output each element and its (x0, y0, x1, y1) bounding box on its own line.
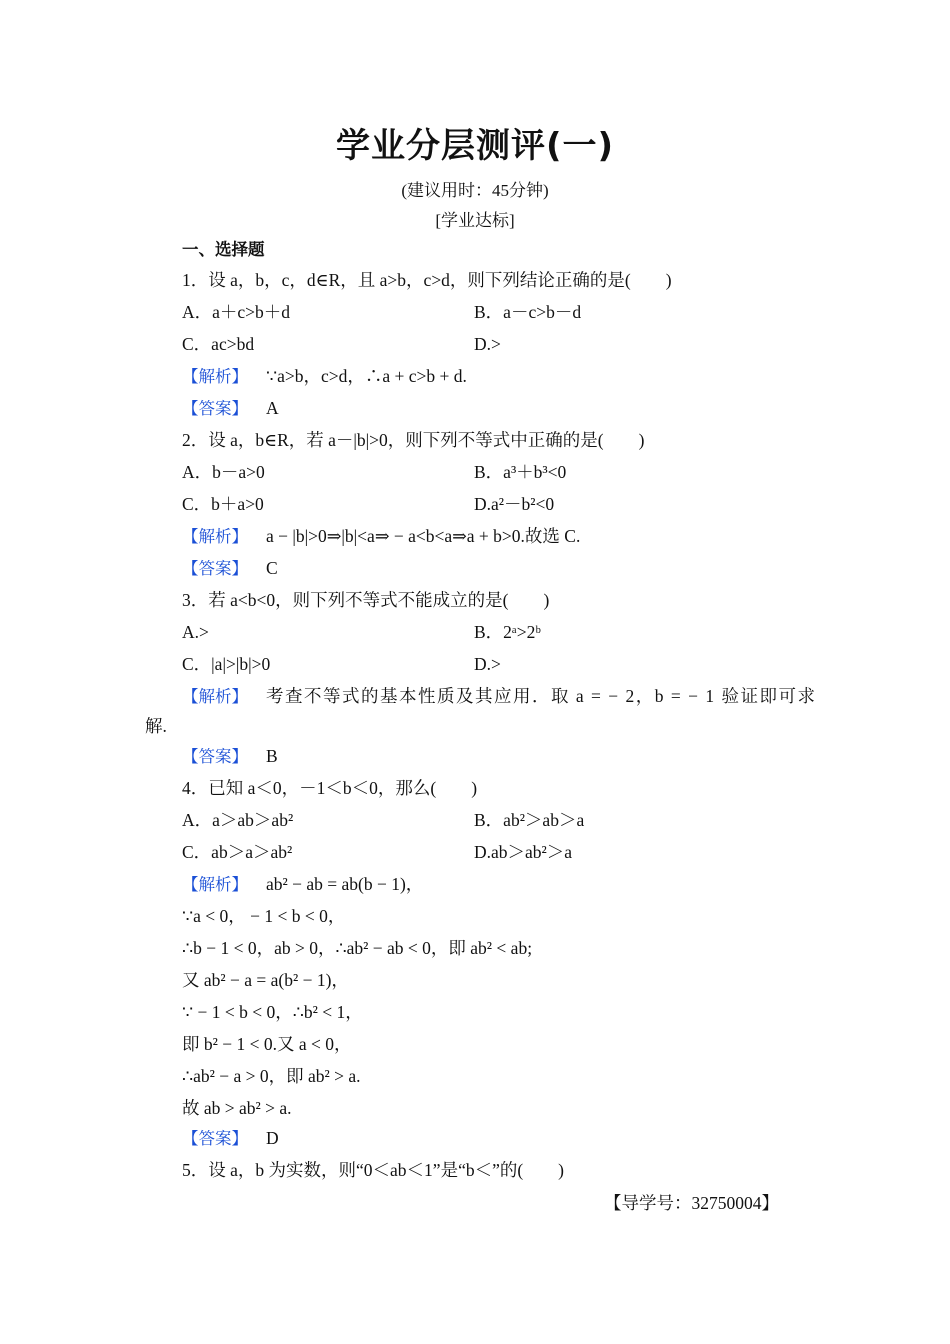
q4-step: ∵ − 1 < b < 0，∴b² < 1， (182, 1002, 363, 1022)
q3-answer (182, 744, 278, 769)
analysis-tag: 【解析】 (182, 527, 248, 546)
q2-analysis (182, 524, 580, 549)
q4-analysis (182, 872, 423, 897)
page-title: 学业分层测评(一) (335, 126, 615, 166)
analysis-tag: 【解析】 (182, 875, 248, 894)
q2-stem: 2．设 a，b∈R，若 a－|b|>0，则下列不等式中正确的是( ) (182, 430, 645, 450)
answer-tag: 【答案】 (182, 399, 248, 418)
q1-option-a: A．a＋c>b＋d (182, 302, 291, 322)
q4-step: ∴ab² − a > 0，即 ab² > a. (182, 1066, 361, 1086)
q4-stem: 4．已知 a＜0，－1＜b＜0，那么( ) (182, 778, 478, 798)
q1-analysis-text: ∵a>b，c>d，∴a + c>b + d. (266, 366, 467, 386)
q2-answer (182, 556, 278, 581)
q4-answer (182, 1126, 279, 1151)
q1-answer (182, 396, 279, 421)
q2-option-d: D.a²－b²<0 (474, 494, 555, 514)
q1-option-c: C．ac>bd (182, 334, 255, 354)
q2-answer-text: C (266, 558, 278, 578)
q3-analysis-text: 考查不等式的基本性质及其应用．取 a = − 2，b = − 1 验证即可求 (266, 686, 817, 706)
q2-analysis-text: a − |b|>0⇒|b|<a⇒ − a<b<a⇒a + b>0.故选 C. (266, 526, 581, 546)
answer-tag: 【答案】 (182, 1129, 248, 1148)
q1-option-d: D.> (474, 334, 501, 354)
q3-option-c: C．|a|>|b|>0 (182, 654, 271, 674)
q4-option-c: C．ab＞a＞ab² (182, 842, 293, 862)
q4-step: 即 b² − 1 < 0.又 a < 0， (182, 1034, 352, 1054)
q4-option-b: B．ab²＞ab＞a (474, 810, 585, 830)
q3-analysis (182, 684, 817, 709)
q5-stem: 5．设 a，b 为实数，则“0＜ab＜1”是“b＜”的( ) (182, 1160, 565, 1180)
q3-stem: 3．若 a<b<0，则下列不等式不能成立的是( ) (182, 590, 550, 610)
level-heading: [学业达标] (435, 211, 515, 230)
q4-answer-text: D (266, 1128, 279, 1148)
q4-step: 故 ab > ab² > a. (182, 1098, 292, 1118)
analysis-tag: 【解析】 (182, 687, 248, 706)
q4-option-a: A．a＞ab＞ab² (182, 810, 294, 830)
q1-stem: 1．设 a，b，c，d∈R，且 a>b，c>d，则下列结论正确的是( ) (182, 270, 672, 290)
q3-analysis-cont: 解. (145, 716, 167, 736)
q1-option-b: B．a－c>b－d (474, 302, 582, 322)
q4-step: 又 ab² − a = a(b² − 1)， (182, 970, 349, 990)
analysis-tag: 【解析】 (182, 367, 248, 386)
time-note: (建议用时：45分钟) (401, 181, 549, 200)
answer-tag: 【答案】 (182, 559, 248, 578)
q2-option-b: B．a³＋b³<0 (474, 462, 567, 482)
guide-number: 【导学号：32750004】 (604, 1193, 779, 1213)
q3-option-d: D.> (474, 654, 501, 674)
q2-option-a: A．b－a>0 (182, 462, 265, 482)
q3-option-a: A.> (182, 622, 209, 642)
q3-answer-text: B (266, 746, 278, 766)
answer-tag: 【答案】 (182, 747, 248, 766)
q2-option-c: C．b＋a>0 (182, 494, 264, 514)
section-heading: 一、选择题 (182, 240, 265, 259)
q4-option-d: D.ab＞ab²＞a (474, 842, 573, 862)
q1-answer-text: A (266, 398, 279, 418)
q1-analysis (182, 364, 467, 389)
q4-step: ∴b − 1 < 0，ab > 0，∴ab² − ab < 0，即 ab² < ab; (182, 938, 533, 958)
q4-step: ∵a < 0， − 1 < b < 0， (182, 906, 346, 926)
q4-analysis-text: ab² − ab = ab(b − 1)， (266, 874, 424, 894)
q3-option-b: B．2ᵃ>2ᵇ (474, 622, 541, 642)
